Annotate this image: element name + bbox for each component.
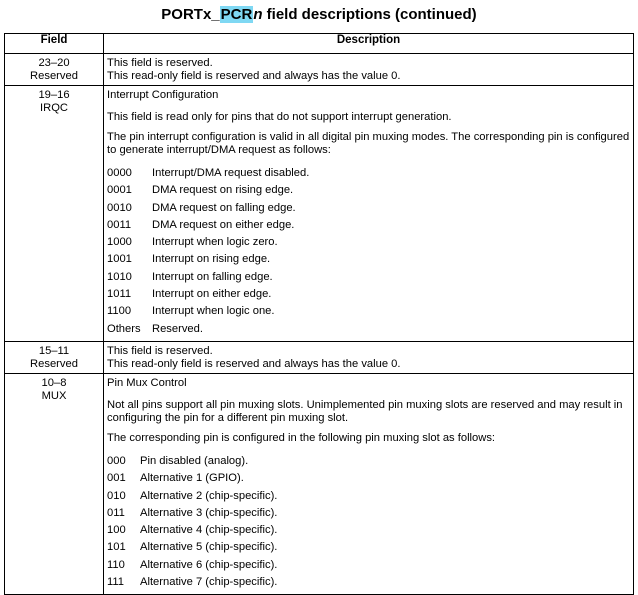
value-code: 0001 [107, 184, 132, 197]
field-name: Reserved [30, 357, 78, 370]
value-code: 000 [107, 454, 126, 467]
list-item [107, 489, 631, 506]
value-code: 111 [107, 576, 125, 589]
description-heading: Pin Mux Control [107, 376, 187, 389]
value-code: 1011 [107, 288, 132, 301]
list-item [107, 304, 631, 321]
value-code: 001 [107, 472, 126, 485]
value-text: Alternative 2 (chip-specific). [140, 489, 278, 502]
list-item [107, 454, 631, 471]
field-bits: 15–11 [38, 344, 70, 357]
field-name: MUX [41, 389, 67, 402]
value-code: 101 [107, 541, 126, 554]
value-text: Interrupt when logic one. [152, 305, 275, 318]
value-text: Interrupt on either edge. [152, 288, 272, 301]
value-text: Alternative 5 (chip-specific). [140, 541, 278, 554]
value-code: 0000 [107, 167, 132, 179]
description-cell [104, 54, 634, 86]
value-text: DMA request on rising edge. [152, 184, 294, 197]
list-item [107, 183, 631, 200]
page-title [0, 6, 638, 23]
value-list [107, 454, 631, 592]
value-code: 1010 [107, 270, 132, 283]
description-line: This read-only field is reserved and always has the value 0. [107, 70, 401, 82]
value-text: Interrupt/DMA request disabled. [152, 167, 310, 179]
description-paragraph: The pin interrupt configuration is valid in all digital pin muxing modes. The corresponding pin is configured to generate interrupt/DMA request as follows: [107, 131, 630, 156]
value-text: Interrupt when logic zero. [152, 236, 278, 249]
list-item [107, 201, 631, 218]
table-row [5, 373, 634, 594]
field-bits: 19–16 [38, 89, 70, 101]
value-text: Interrupt on falling edge. [152, 270, 273, 283]
list-item [107, 558, 631, 575]
field-name: IRQC [40, 102, 68, 114]
value-code: 1000 [107, 236, 132, 249]
list-item [107, 540, 631, 557]
title-suffix: field descriptions (continued) [262, 6, 477, 23]
description-column-header: Description [104, 34, 634, 54]
description-line: This field is reserved. [107, 344, 213, 357]
list-item [107, 218, 631, 235]
field-name: Reserved [30, 70, 78, 82]
list-item [107, 523, 631, 540]
list-item [107, 575, 631, 592]
value-code: 0011 [107, 218, 132, 231]
description-paragraph: Not all pins support all pin muxing slots. Unimplemented pin muxing slots are reserved and may result in configuring the pin for a different pin muxing slot. [107, 398, 623, 424]
value-code: 110 [107, 558, 125, 571]
description-heading: Interrupt Configuration [107, 89, 219, 101]
value-text: Interrupt on rising edge. [152, 253, 271, 266]
value-text: Alternative 1 (GPIO). [140, 472, 244, 485]
value-code: 011 [107, 506, 125, 519]
value-text: Reserved. [152, 322, 203, 335]
field-cell [5, 54, 104, 86]
value-code: Others [107, 322, 141, 335]
description-cell [104, 341, 634, 373]
title-prefix: PORTx_ [161, 6, 220, 23]
list-item [107, 252, 631, 269]
title-italic: n [253, 6, 263, 23]
list-item [107, 235, 631, 252]
description-paragraph: The corresponding pin is configured in the following pin muxing slot as follows: [107, 431, 496, 444]
value-code: 1001 [107, 253, 132, 266]
value-code: 010 [107, 489, 126, 502]
value-list [107, 166, 631, 339]
value-text: DMA request on either edge. [152, 218, 295, 231]
table-row [5, 86, 634, 342]
list-item [107, 166, 631, 183]
value-text: Alternative 3 (chip-specific). [140, 506, 278, 519]
description-cell [104, 86, 634, 342]
field-cell [5, 86, 104, 342]
field-column-header: Field [5, 34, 104, 54]
title-highlight: PCR [220, 6, 253, 23]
field-bits: 23–20 [38, 57, 70, 69]
field-cell [5, 341, 104, 373]
list-item [107, 322, 631, 339]
list-item [107, 270, 631, 287]
description-paragraph: This field is read only for pins that do not support interrupt generation. [107, 111, 452, 123]
value-code: 0010 [107, 201, 132, 214]
value-text: Alternative 6 (chip-specific). [140, 558, 278, 571]
description-line: This field is reserved. [107, 57, 213, 69]
value-text: DMA request on falling edge. [152, 201, 296, 214]
field-bits: 10–8 [41, 376, 67, 389]
value-text: Alternative 7 (chip-specific). [140, 576, 278, 589]
description-cell [104, 373, 634, 594]
list-item [107, 287, 631, 304]
field-descriptions-table [4, 33, 634, 595]
value-text: Pin disabled (analog). [140, 454, 249, 467]
table-row [5, 341, 634, 373]
table-row [5, 54, 634, 86]
table-header-row [5, 34, 634, 54]
value-text: Alternative 4 (chip-specific). [140, 524, 278, 537]
description-line: This read-only field is reserved and always has the value 0. [107, 357, 401, 370]
field-cell [5, 373, 104, 594]
value-code: 100 [107, 524, 126, 537]
list-item [107, 471, 631, 488]
value-code: 1100 [107, 305, 132, 318]
list-item [107, 506, 631, 523]
